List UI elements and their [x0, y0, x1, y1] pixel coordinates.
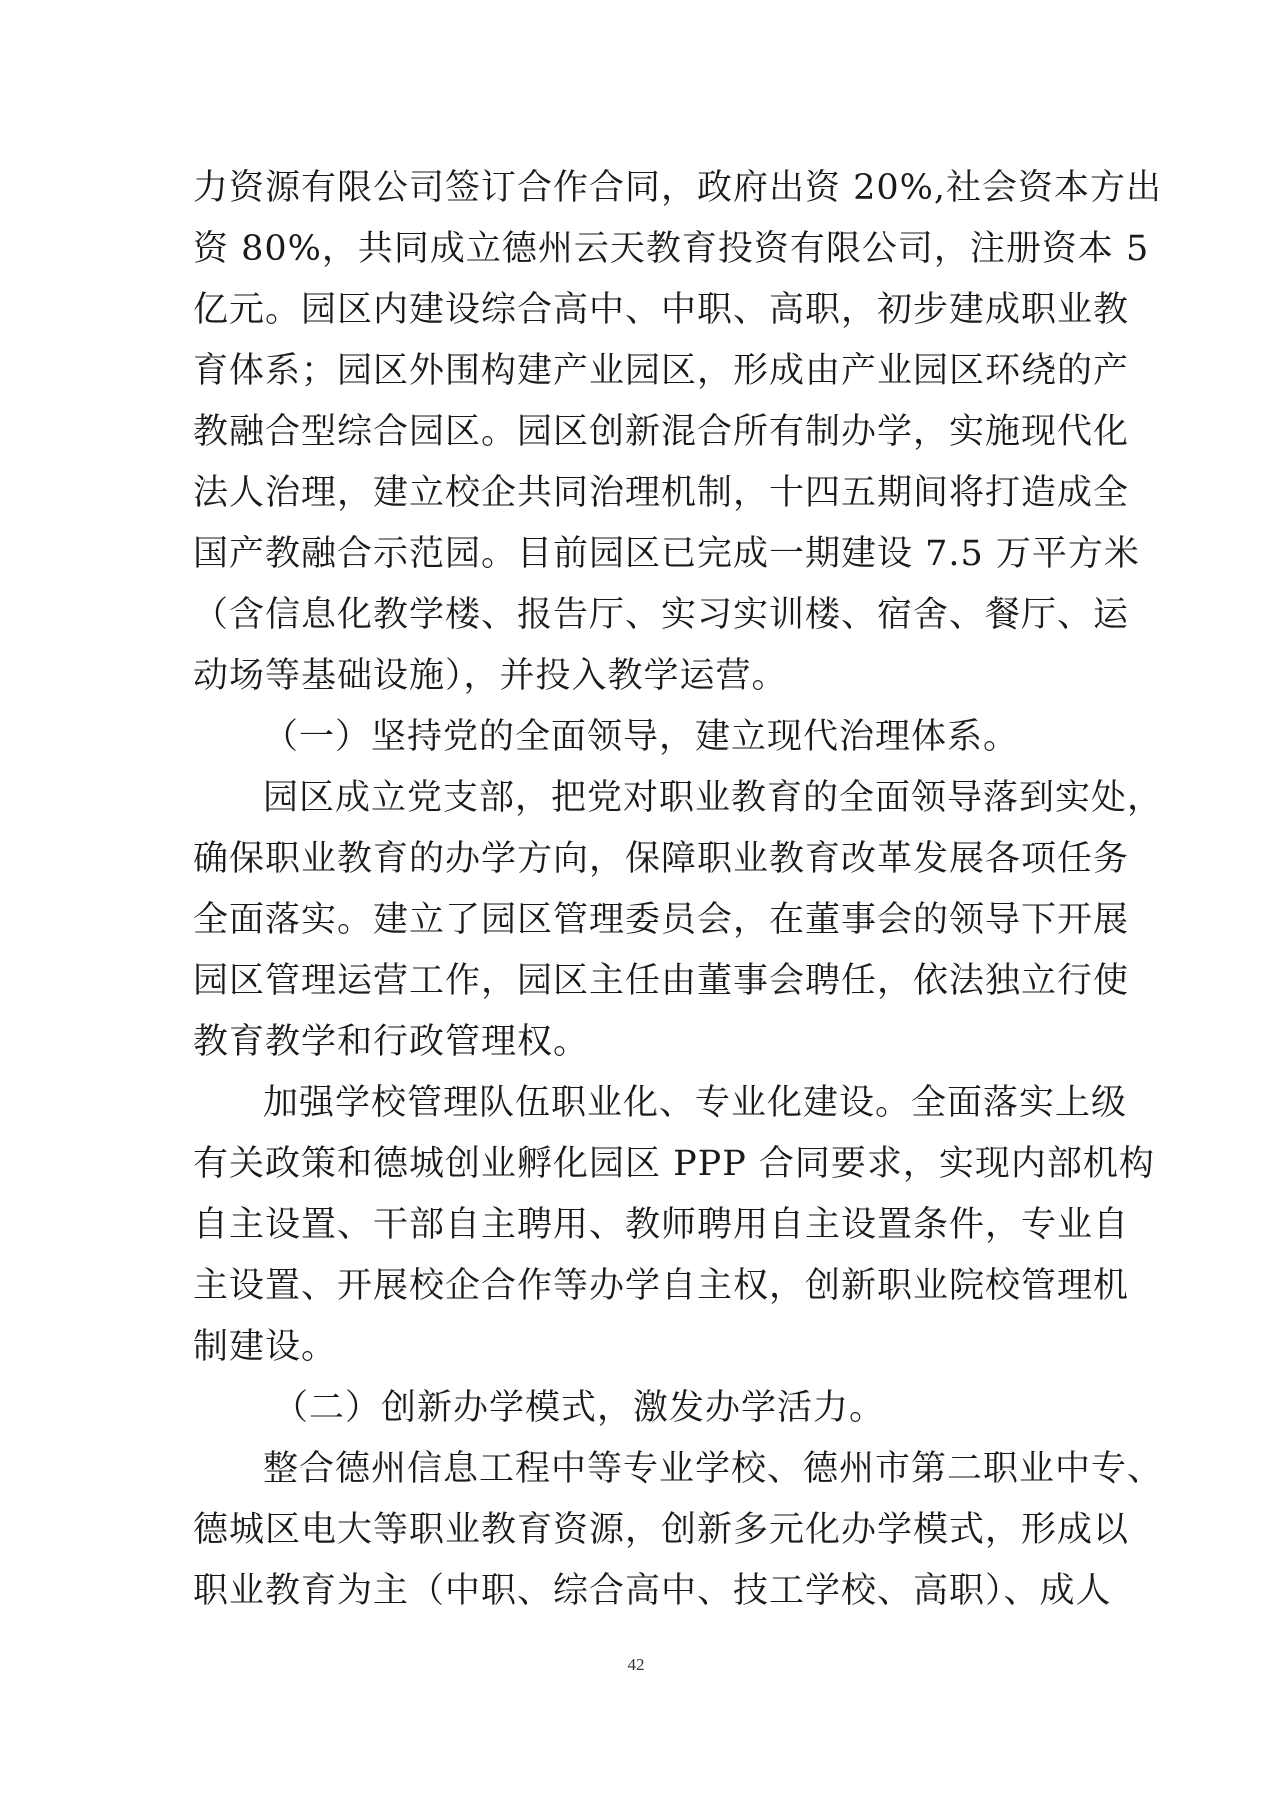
- page-number: 42: [627, 1655, 645, 1674]
- text-line: 法人治理，建立校企共同治理机制，十四五期间将打造成全: [193, 473, 1130, 513]
- text-line: 加强学校管理队伍职业化、专业化建设。全面落实上级: [263, 1083, 1128, 1123]
- text-line: 教融合型综合园区。园区创新混合所有制办学，实施现代化: [193, 412, 1130, 452]
- text-line: 园区管理运营工作，园区主任由董事会聘任，依法独立行使: [193, 961, 1130, 1001]
- text-line: 动场等基础设施），并投入教学运营。: [193, 656, 788, 696]
- section-heading-2: （二）创新办学模式，激发办学活力。: [273, 1388, 886, 1428]
- text-line: 资 80%，共同成立德州云天教育投资有限公司，注册资本 5: [193, 229, 1150, 269]
- text-line: 园区成立党支部，把党对职业教育的全面领导落到实处，: [263, 778, 1164, 818]
- text-line: 职业教育为主（中职、综合高中、技工学校、高职）、成人: [193, 1571, 1112, 1611]
- text-line: 国产教融合示范园。目前园区已完成一期建设 7.5 万平方米: [193, 534, 1140, 574]
- text-line: 德城区电大等职业教育资源，创新多元化办学模式，形成以: [193, 1510, 1130, 1550]
- text-line: 教育教学和行政管理权。: [193, 1022, 590, 1062]
- text-line: 育体系；园区外围构建产业园区，形成由产业园区环绕的产: [193, 351, 1130, 391]
- text-line: 亿元。园区内建设综合高中、中职、高职，初步建成职业教: [193, 290, 1130, 330]
- text-line: （含信息化教学楼、报告厅、实习实训楼、宿舍、餐厅、运: [193, 595, 1130, 635]
- section-heading-1: （一）坚持党的全面领导，建立现代治理体系。: [263, 717, 1020, 757]
- text-line: 制建设。: [193, 1327, 338, 1367]
- text-line: 力资源有限公司签订合作合同，政府出资 20%,社会资本方出: [193, 168, 1163, 208]
- text-line: 自主设置、干部自主聘用、教师聘用自主设置条件，专业自: [193, 1205, 1130, 1245]
- body-text: [193, 158, 1164, 1622]
- text-line: 主设置、开展校企合作等办学自主权，创新职业院校管理机: [193, 1266, 1130, 1306]
- text-line: 全面落实。建立了园区管理委员会，在董事会的领导下开展: [193, 900, 1130, 940]
- text-line: 确保职业教育的办学方向，保障职业教育改革发展各项任务: [193, 839, 1130, 879]
- text-line: 整合德州信息工程中等专业学校、德州市第二职业中专、: [263, 1449, 1164, 1489]
- text-line: 有关政策和德城创业孵化园区 PPP 合同要求，实现内部机构: [193, 1144, 1155, 1184]
